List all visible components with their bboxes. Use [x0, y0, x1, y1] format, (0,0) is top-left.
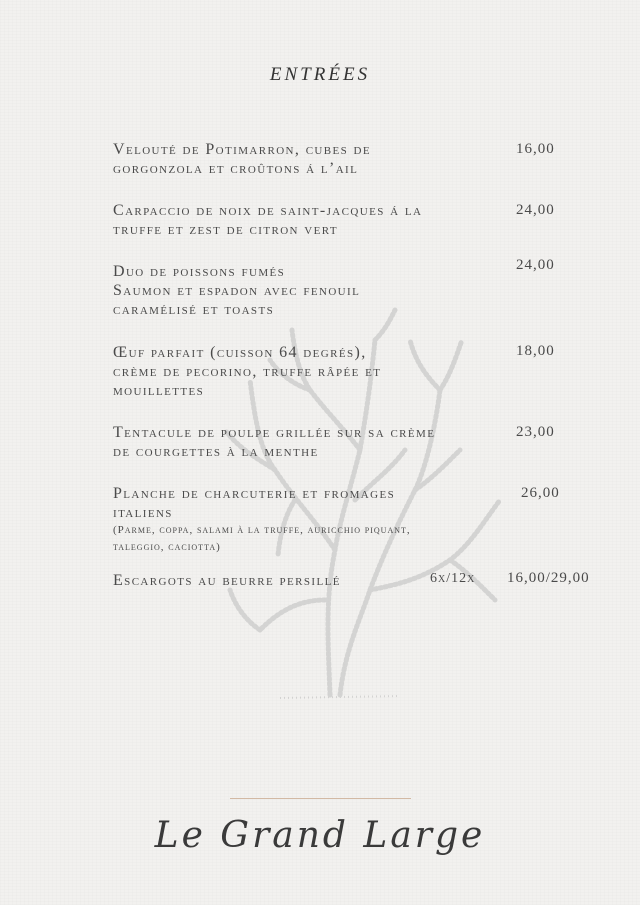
- item-price: 16,00: [516, 141, 555, 157]
- restaurant-signature: Le Grand Large: [154, 815, 486, 856]
- menu-item: [113, 484, 513, 556]
- item-name-line: crème de pecorino, truffe râpée et: [113, 363, 382, 380]
- item-name-line: Velouté de Potimarron, cubes de: [113, 141, 372, 158]
- menu-item: [113, 140, 513, 178]
- item-price: 26,00: [521, 485, 560, 501]
- item-name-line: caramélisé et toasts: [113, 301, 275, 318]
- menu-item: [113, 343, 513, 400]
- item-name-line: italiens: [113, 504, 173, 521]
- item-name-line: de courgettes à la menthe: [113, 443, 319, 460]
- item-name-line: Œuf parfait (cuisson 64 degrés),: [113, 344, 367, 361]
- item-price: 18,00: [516, 343, 555, 359]
- item-name-line: Tentacule de poulpe grillée sur sa crème: [113, 424, 436, 441]
- item-price: 23,00: [516, 424, 555, 440]
- item-name-line: truffe et zest de citron vert: [113, 221, 338, 238]
- menu-item: [113, 262, 513, 319]
- item-name-line: Carpaccio de noix de saint-jacques á la: [113, 202, 423, 219]
- item-name-line: Escargots au beurre persillé: [113, 572, 341, 589]
- menu-item: [113, 201, 513, 239]
- item-name-line: gorgonzola et croûtons á l’ail: [113, 160, 359, 177]
- item-portion: 6x/12x: [430, 571, 476, 586]
- item-note-line: (Parme, coppa, salami à la truffe, auricchio piquant,: [113, 524, 411, 536]
- item-note-line: taleggio, caciotta): [113, 541, 221, 553]
- section-title: ENTRÉES: [269, 64, 371, 85]
- item-name-line: Planche de charcuterie et fromages: [113, 485, 396, 502]
- footer-divider: [230, 798, 411, 799]
- item-price: 24,00: [516, 202, 555, 218]
- item-name-line: mouillettes: [113, 382, 205, 399]
- item-name-line: Saumon et espadon avec fenouil: [113, 282, 361, 299]
- menu-item: [113, 571, 413, 590]
- item-price: 16,00/29,00: [507, 570, 590, 586]
- item-price: 24,00: [516, 257, 555, 273]
- item-name-line: Duo de poissons fumés: [113, 263, 286, 280]
- menu-item: [113, 423, 513, 461]
